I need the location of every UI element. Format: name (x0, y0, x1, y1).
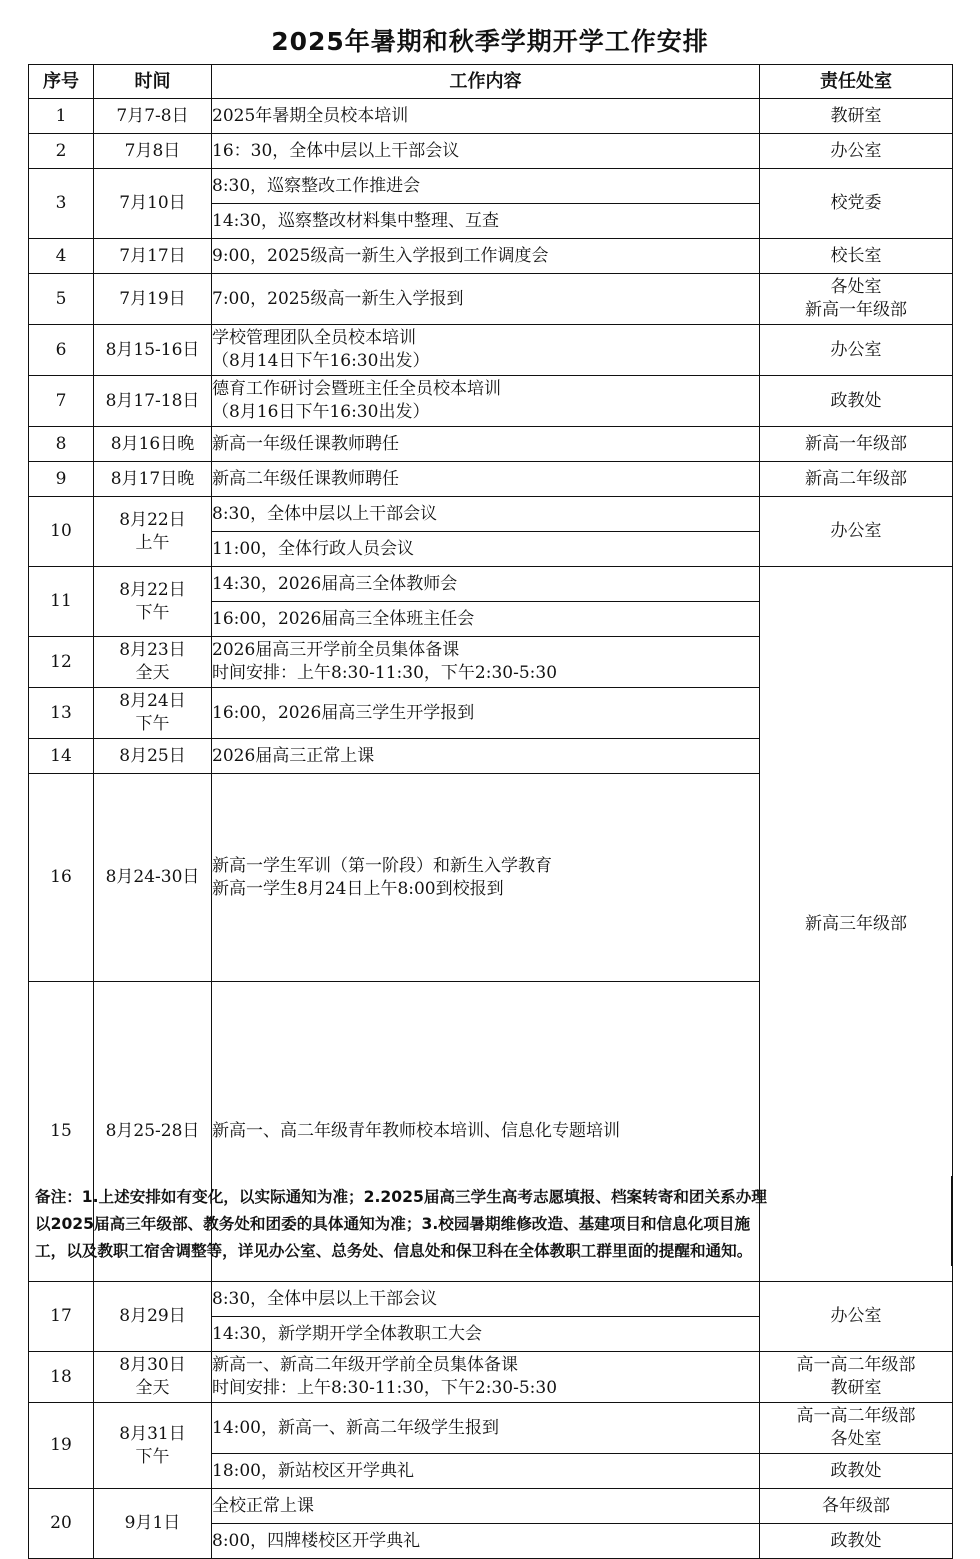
table-row (29, 169, 953, 204)
time-line: 8月24日 (119, 691, 186, 711)
row-time (94, 567, 212, 637)
table-row (29, 567, 953, 602)
time-line: 下午 (135, 602, 170, 623)
row-no: 2 (29, 134, 94, 169)
work-line: （8月14日下午16:30出发） (212, 351, 430, 371)
note-line: 备注：1.上述安排如有变化，以实际通知为准；2.2025届高三学生高考志愿填报、档案转寄和团关系办理 (35, 1188, 767, 1206)
table-header-row (29, 65, 953, 99)
row-time: 9月1日 (94, 1489, 212, 1559)
row-work: 全校正常上课 (212, 1489, 760, 1524)
row-time: 8月24-30日 (94, 774, 212, 982)
table-row (29, 1403, 953, 1454)
row-work: 16：30，全体中层以上干部会议 (212, 134, 760, 169)
row-dept: 新高二年级部 (760, 462, 953, 497)
row-work: 2025年暑期全员校本培训 (212, 99, 760, 134)
row-no: 3 (29, 169, 94, 239)
table-row (29, 239, 953, 274)
row-work (212, 376, 760, 427)
row-no: 12 (29, 637, 94, 688)
row-dept (760, 1352, 953, 1403)
row-work: 14:00，新高一、新高二年级学生报到 (212, 1403, 760, 1454)
row-dept: 办公室 (760, 325, 953, 376)
row-dept: 政教处 (760, 376, 953, 427)
work-line: 2026届高三开学前全员集体备课 (212, 640, 460, 660)
dept-line: 各处室 (830, 1429, 882, 1449)
row-dept: 政教处 (760, 1454, 953, 1489)
remarks-note (28, 1176, 952, 1266)
header-no: 序号 (29, 65, 94, 99)
table-row (29, 325, 953, 376)
row-work (212, 774, 760, 982)
table-row (29, 376, 953, 427)
time-line: 8月31日 (119, 1423, 186, 1444)
row-no: 19 (29, 1403, 94, 1489)
row-work (212, 637, 760, 688)
row-work: 14:30，新学期开学全体教职工大会 (212, 1317, 760, 1352)
note-line: 工，以及教职工宿舍调整等，详见办公室、总务处、信息处和保卫科在全体教职工群里面的提醒和通知。 (35, 1242, 753, 1260)
row-time: 8月29日 (94, 1282, 212, 1352)
time-line: 全天 (135, 663, 170, 683)
row-work (212, 325, 760, 376)
row-dept (760, 274, 953, 325)
row-time (94, 1403, 212, 1489)
row-time (94, 1352, 212, 1403)
row-no: 6 (29, 325, 94, 376)
table-row (29, 1489, 953, 1524)
row-no: 7 (29, 376, 94, 427)
row-time: 8月25-28日 (94, 982, 212, 1282)
row-time: 7月17日 (94, 239, 212, 274)
row-time: 7月10日 (94, 169, 212, 239)
row-no: 16 (29, 774, 94, 982)
row-work: 新高二年级任课教师聘任 (212, 462, 760, 497)
dept-line: 各处室 (830, 277, 882, 297)
time-line: 8月30日 (119, 1355, 186, 1375)
row-no: 8 (29, 427, 94, 462)
header-work: 工作内容 (212, 65, 760, 99)
row-dept: 办公室 (760, 497, 953, 567)
row-no: 11 (29, 567, 94, 637)
time-line: 8月22日 (119, 509, 186, 530)
row-work: 7:00，2025级高一新生入学报到 (212, 274, 760, 325)
time-line: 上午 (135, 532, 170, 553)
row-no: 14 (29, 739, 94, 774)
work-line: 时间安排：上午8:30-11:30，下午2:30-5:30 (212, 1378, 558, 1398)
row-work: 11:00，全体行政人员会议 (212, 532, 760, 567)
row-no: 4 (29, 239, 94, 274)
row-time: 8月17日晚 (94, 462, 212, 497)
row-no: 17 (29, 1282, 94, 1352)
row-work: 新高一、高二年级青年教师校本培训、信息化专题培训 (212, 982, 760, 1282)
row-time: 8月17-18日 (94, 376, 212, 427)
row-work: 14:30，巡察整改材料集中整理、互查 (212, 204, 760, 239)
header-time: 时间 (94, 65, 212, 99)
row-work: 9:00，2025级高一新生入学报到工作调度会 (212, 239, 760, 274)
row-time: 8月25日 (94, 739, 212, 774)
row-time: 8月15-16日 (94, 325, 212, 376)
row-time: 7月19日 (94, 274, 212, 325)
row-work: 16:00，2026届高三全体班主任会 (212, 602, 760, 637)
row-no: 15 (29, 982, 94, 1282)
row-no: 9 (29, 462, 94, 497)
row-dept: 办公室 (760, 134, 953, 169)
row-no: 20 (29, 1489, 94, 1559)
row-dept: 校党委 (760, 169, 953, 239)
work-line: 新高一学生8月24日上午8:00到校报到 (212, 878, 504, 899)
table-row (29, 134, 953, 169)
time-line: 全天 (135, 1378, 170, 1398)
table-row (29, 99, 953, 134)
row-work: 8:30，全体中层以上干部会议 (212, 1282, 760, 1317)
row-time: 8月16日晚 (94, 427, 212, 462)
row-work: 8:00，四牌楼校区开学典礼 (212, 1524, 760, 1559)
table-row (29, 462, 953, 497)
work-line: 时间安排：上午8:30-11:30，下午2:30-5:30 (212, 663, 558, 683)
row-dept: 新高一年级部 (760, 427, 953, 462)
dept-line: 高一高二年级部 (796, 1406, 916, 1426)
row-no: 18 (29, 1352, 94, 1403)
row-work (212, 1352, 760, 1403)
row-work: 14:30，2026届高三全体教师会 (212, 567, 760, 602)
row-time: 7月8日 (94, 134, 212, 169)
row-dept: 新高三年级部 (760, 567, 953, 1282)
schedule-table (28, 64, 953, 1559)
header-dept: 责任处室 (760, 65, 953, 99)
row-time (94, 637, 212, 688)
row-no: 5 (29, 274, 94, 325)
row-dept: 各年级部 (760, 1489, 953, 1524)
row-work: 新高一年级任课教师聘任 (212, 427, 760, 462)
row-dept (760, 1403, 953, 1454)
row-no: 1 (29, 99, 94, 134)
time-line: 8月23日 (119, 640, 186, 660)
dept-line: 新高一年级部 (805, 300, 907, 320)
work-line: 新高一学生军训（第一阶段）和新生入学教育 (212, 855, 552, 876)
row-work: 18:00，新站校区开学典礼 (212, 1454, 760, 1489)
work-line: 学校管理团队全员校本培训 (212, 328, 416, 348)
table-row (29, 1282, 953, 1317)
row-work: 2026届高三正常上课 (212, 739, 760, 774)
dept-line: 高一高二年级部 (796, 1355, 916, 1375)
time-line: 8月22日 (119, 579, 186, 600)
table-row (29, 427, 953, 462)
row-dept: 政教处 (760, 1524, 953, 1559)
row-work: 8:30，全体中层以上干部会议 (212, 497, 760, 532)
row-time (94, 497, 212, 567)
row-time: 7月7-8日 (94, 99, 212, 134)
note-line: 以2025届高三年级部、教务处和团委的具体通知为准；3.校园暑期维修改造、基建项目和信息化项目施 (35, 1215, 751, 1233)
work-line: 新高一、新高二年级开学前全员集体备课 (212, 1355, 518, 1375)
row-dept: 校长室 (760, 239, 953, 274)
work-line: （8月16日下午16:30出发） (212, 402, 430, 422)
row-time (94, 688, 212, 739)
row-work: 8:30，巡察整改工作推进会 (212, 169, 760, 204)
time-line: 下午 (135, 1446, 170, 1467)
row-no: 13 (29, 688, 94, 739)
row-work: 16:00，2026届高三学生开学报到 (212, 688, 760, 739)
table-row (29, 497, 953, 532)
row-dept: 教研室 (760, 99, 953, 134)
dept-line: 教研室 (830, 1378, 882, 1398)
row-dept: 办公室 (760, 1282, 953, 1352)
row-no: 10 (29, 497, 94, 567)
table-row (29, 1352, 953, 1403)
time-line: 下午 (135, 714, 170, 734)
page-title: 2025年暑期和秋季学期开学工作安排 (271, 27, 709, 56)
work-line: 德育工作研讨会暨班主任全员校本培训 (212, 379, 501, 399)
table-row (29, 274, 953, 325)
